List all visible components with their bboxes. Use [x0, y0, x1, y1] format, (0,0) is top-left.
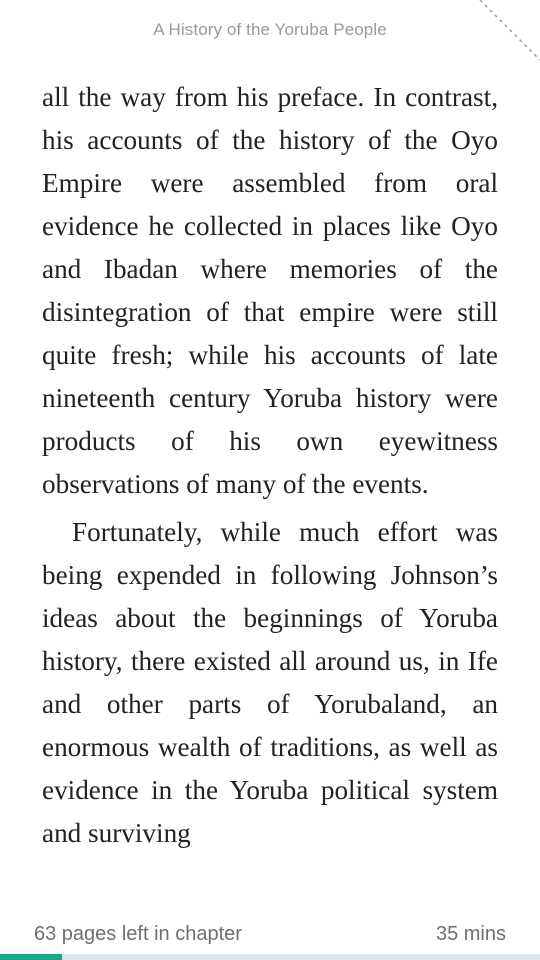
paragraph: Fortunately, while much effort was being expended in following Johnson’s ideas about the beginnings of Yoruba history, there existed all around us, in Ife and other parts of Yorubaland, an enormous wealth of traditions, as well as evidence in the Yoruba political system and surviving [42, 517, 498, 848]
chapter-progress-fill [0, 954, 62, 960]
pages-left-label: 63 pages left in chapter [34, 923, 242, 945]
paragraph: all the way from his preface. In contrast, his accounts of the history of the Oyo Empire were assembled from oral evidence he collected in places like Oyo and Ibadan where memories of the disintegration of that empire were still quite fresh; while his accounts of late nineteenth century Yoruba history were products of his own eyewitness observations of many of the events. [42, 82, 498, 499]
time-left-label: 35 mins [435, 923, 506, 945]
reader-footer [0, 918, 540, 960]
bookmark-corner-icon[interactable] [478, 0, 540, 62]
chapter-progress-bar [0, 954, 540, 960]
book-title[interactable]: A History of the Yoruba People [153, 20, 387, 39]
reader-header [0, 0, 540, 64]
page-content[interactable] [42, 76, 498, 855]
